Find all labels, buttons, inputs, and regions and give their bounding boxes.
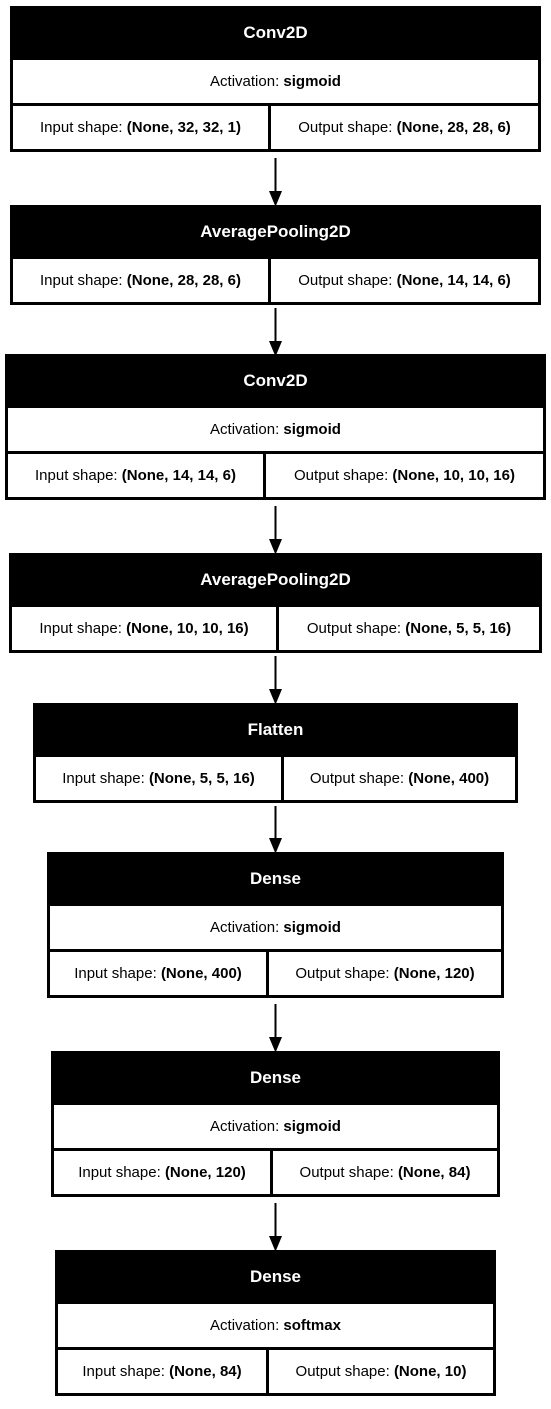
layer-node-dense-3	[55, 1250, 496, 1396]
layer-node-conv2d-1	[10, 6, 541, 152]
input-shape-cell	[54, 1151, 270, 1194]
output-shape-value: (None, 400)	[408, 770, 490, 787]
input-shape-value: (None, 10, 10, 16)	[126, 620, 249, 637]
layer-title: Flatten	[247, 720, 304, 739]
activation-cell	[8, 408, 543, 451]
layer-title: AveragePooling2D	[200, 570, 351, 589]
activation-value: sigmoid	[283, 73, 341, 90]
input-shape-value: (None, 28, 28, 6)	[126, 272, 241, 289]
output-shape-label: Output shape:	[294, 467, 389, 484]
input-shape-value: (None, 84)	[169, 1363, 242, 1380]
input-shape-cell	[58, 1350, 266, 1393]
activation-cell	[54, 1105, 497, 1148]
output-shape-value: (None, 10)	[393, 1363, 467, 1380]
layer-title: Conv2D	[243, 371, 308, 390]
output-shape-value: (None, 84)	[397, 1164, 471, 1181]
activation-cell	[13, 60, 538, 103]
arrowhead-6	[271, 1038, 281, 1050]
input-shape-value: (None, 32, 32, 1)	[126, 119, 241, 136]
input-shape-value: (None, 5, 5, 16)	[148, 770, 255, 787]
layer-title: Dense	[249, 1267, 302, 1286]
arrowhead-1	[271, 192, 281, 204]
input-shape-label: Input shape:	[74, 965, 157, 982]
output-shape-cell	[271, 106, 538, 149]
input-shape-label: Input shape:	[39, 620, 122, 637]
activation-cell	[50, 906, 501, 949]
layer-title: Dense	[249, 1068, 302, 1087]
output-shape-label: Output shape:	[299, 1164, 394, 1181]
input-shape-cell	[13, 259, 268, 302]
input-shape-label: Input shape:	[40, 119, 123, 136]
input-shape-value: (None, 120)	[164, 1164, 246, 1181]
layer-title: AveragePooling2D	[200, 222, 351, 241]
activation-value: sigmoid	[283, 1118, 341, 1135]
output-shape-cell	[284, 757, 515, 800]
layer-node-averagepooling2d-2	[9, 553, 542, 653]
output-shape-label: Output shape:	[309, 770, 405, 787]
input-shape-value: (None, 400)	[160, 965, 242, 982]
output-shape-cell	[269, 1350, 493, 1393]
input-shape-label: Input shape:	[78, 1164, 161, 1181]
activation-label: Activation:	[210, 1118, 280, 1135]
input-shape-label: Input shape:	[62, 770, 145, 787]
input-shape-cell	[13, 106, 268, 149]
arrowhead-7	[271, 1237, 281, 1249]
output-shape-cell	[269, 952, 501, 995]
output-shape-value: (None, 10, 10, 16)	[392, 467, 515, 484]
output-shape-value: (None, 14, 14, 6)	[396, 272, 511, 289]
input-shape-cell	[36, 757, 281, 800]
input-shape-cell	[50, 952, 266, 995]
output-shape-cell	[271, 259, 538, 302]
input-shape-label: Input shape:	[35, 467, 118, 484]
activation-value: softmax	[283, 1317, 341, 1334]
output-shape-cell	[266, 454, 543, 497]
output-shape-label: Output shape:	[306, 620, 402, 637]
arrowhead-4	[271, 690, 281, 702]
output-shape-label: Output shape:	[295, 965, 390, 982]
output-shape-label: Output shape:	[298, 119, 393, 136]
activation-cell	[58, 1304, 493, 1347]
activation-label: Activation:	[210, 421, 280, 438]
input-shape-label: Input shape:	[82, 1363, 165, 1380]
activation-label: Activation:	[210, 919, 280, 936]
input-shape-label: Input shape:	[40, 272, 123, 289]
arrowhead-2	[271, 342, 281, 354]
layer-node-flatten	[33, 703, 518, 803]
layer-title: Conv2D	[243, 23, 308, 42]
layer-node-averagepooling2d-1	[10, 205, 541, 305]
output-shape-label: Output shape:	[295, 1363, 390, 1380]
output-shape-value: (None, 28, 28, 6)	[396, 119, 511, 136]
input-shape-cell	[12, 607, 276, 650]
arrowhead-3	[271, 540, 281, 552]
output-shape-cell	[273, 1151, 497, 1194]
activation-value: sigmoid	[283, 421, 341, 438]
activation-value: sigmoid	[283, 919, 341, 936]
output-shape-value: (None, 120)	[393, 965, 475, 982]
output-shape-value: (None, 5, 5, 16)	[405, 620, 512, 637]
input-shape-cell	[8, 454, 263, 497]
output-shape-cell	[279, 607, 539, 650]
output-shape-label: Output shape:	[298, 272, 393, 289]
layer-node-dense-1	[47, 852, 504, 998]
layer-title: Dense	[249, 869, 302, 888]
activation-label: Activation:	[210, 1317, 280, 1334]
layer-node-dense-2	[51, 1051, 500, 1197]
layer-node-conv2d-2	[5, 354, 546, 500]
arrowhead-5	[271, 839, 281, 851]
input-shape-value: (None, 14, 14, 6)	[121, 467, 236, 484]
activation-label: Activation:	[210, 73, 280, 90]
